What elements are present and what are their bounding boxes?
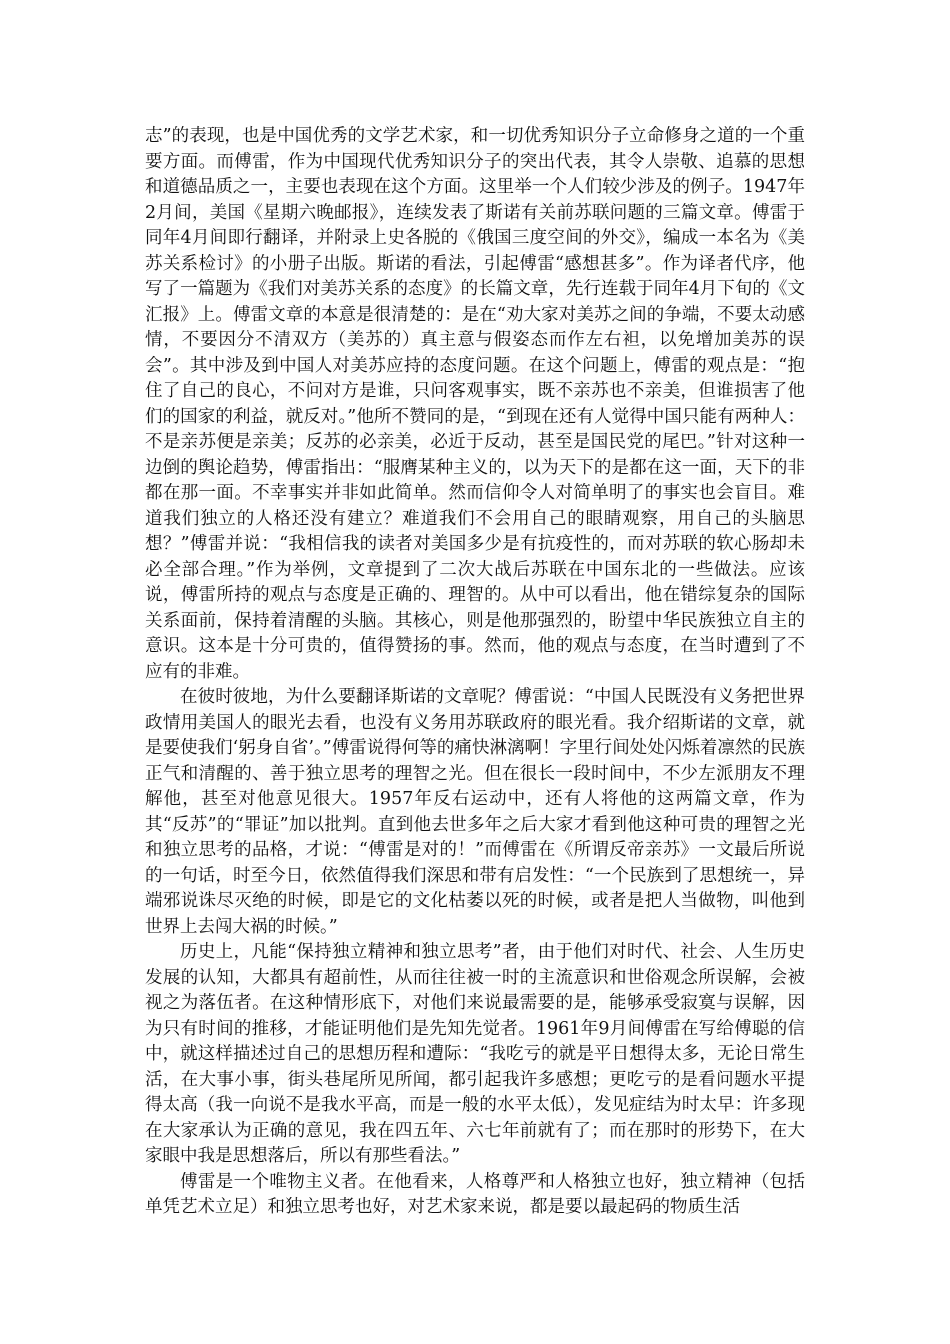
- paragraph-2: 在彼时彼地，为什么要翻译斯诺的文章呢？傅雷说：“中国人民既没有义务把世界政情用美国人的眼光去看，也没有义务用苏联政府的眼光看。我介绍斯诺的文章，就是要使我们‘躬身自省’。”傅雷说得何等的痛快淋漓啊！字里行间处处闪烁着凛然的民族正气和清醒的、善于独立思考的理智之光。但在很长一段时间中，不少左派朋友不理解他，甚至对他意见很大。1957年反右运动中，还有人将他的这两篇文章，作为其“反苏”的“罪证”加以批判。直到他去世多年之后大家才看到他这种可贵的理智之光和独立思考的品格，才说：“傅雷是对的！”而傅雷在《所谓反帝亲苏》一文最后所说的一句话，时至今日，依然值得我们深思和带有启发性：“一个民族到了思想统一，异端邪说诛尽灭绝的时候，即是它的文化枯萎以死的时候，或者是把人当做物，叫他到世界上去闯大祸的时候。”: [145, 687, 805, 937]
- body-text: [145, 124, 805, 1221]
- paragraph-4: 傅雷是一个唯物主义者。在他看来，人格尊严和人格独立也好，独立精神（包括单凭艺术立足）和独立思考也好，对艺术家来说，都是要以最起码的物质生活: [145, 1171, 805, 1217]
- paragraph-1: 志”的表现，也是中国优秀的文学艺术家，和一切优秀知识分子立命修身之道的一个重要方面。而傅雷，作为中国现代优秀知识分子的突出代表，其令人崇敬、追慕的思想和道德品质之一，主要也表现在这个方面。这里举一个人们较少涉及的例子。1947年2月间，美国《星期六晚邮报》，连续发表了斯诺有关前苏联问题的三篇文章。傅雷于同年4月间即行翻译，并附录上史各脱的《俄国三度空间的外交》，编成一本名为《美苏关系检讨》的小册子出版。斯诺的看法，引起傅雷“感想甚多”。作为译者代序，他写了一篇题为《我们对美苏关系的态度》的长篇文章，先行连载于同年4月下旬的《文汇报》上。傅雷文章的本意是很清楚的：是在“劝大家对美苏之间的争端，不要太动感情，不要因分不清双方（美苏的）真主意与假姿态而作左右袒，以免增加美苏的误会”。其中涉及到中国人对美苏应持的态度问题。在这个问题上，傅雷的观点是：“抱住了自己的良心，不问对方是谁，只问客观事实，既不亲苏也不亲美，但谁损害了他们的国家的利益，就反对。”他所不赞同的是，“到现在还有人觉得中国只能有两种人：不是亲苏便是亲美；反苏的必亲美，必近于反动，甚至是国民党的尾巴。”针对这种一边倒的舆论趋势，傅雷指出：“服膺某种主义的，以为天下的是都在这一面，天下的非都在那一面。不幸事实并非如此简单。然而信仰令人对简单明了的事实也会盲目。难道我们独立的人格还没有建立？难道我们不会用自己的眼睛观察，用自己的头脑思想？”傅雷并说：“我相信我的读者对美国多少是有抗疫性的，而对苏联的软心肠却未必全部合理。”作为举例，文章提到了二次大战后苏联在中国东北的一些做法。应该说，傅雷所持的观点与态度是正确的、理智的。从中可以看出，他在错综复杂的国际关系面前，保持着清醒的头脑。其核心，则是他那强烈的，盼望中华民族独立自主的意识。这本是十分可贵的，值得赞扬的事。然而，他的观点与态度，在当时遭到了不应有的非难。: [145, 126, 805, 682]
- paragraph-3: 历史上，凡能“保持独立精神和独立思考”者，由于他们对时代、社会、人生历史发展的认知，大都具有超前性，从而往往被一时的主流意识和世俗观念所误解，会被视之为落伍者。在这种情形底下，对他们来说最需要的是，能够承受寂寞与误解，因为只有时间的推移，才能证明他们是先知先觉者。1961年9月间傅雷在写给傅聪的信中，就这样描述过自己的思想历程和遭际：“我吃亏的就是平日想得太多，无论日常生活，在大事小事，街头巷尾所见所闻，都引起我许多感想；更吃亏的是看问题水平提得太高（我一向说不是我水平高，而是一般的水平太低），发见症结为时太早：许多现在大家承认为正确的意见，我在四五年、六七年前就有了；而在那时的形势下，在大家眼中我是思想落后，所以有那些看法。”: [145, 942, 805, 1166]
